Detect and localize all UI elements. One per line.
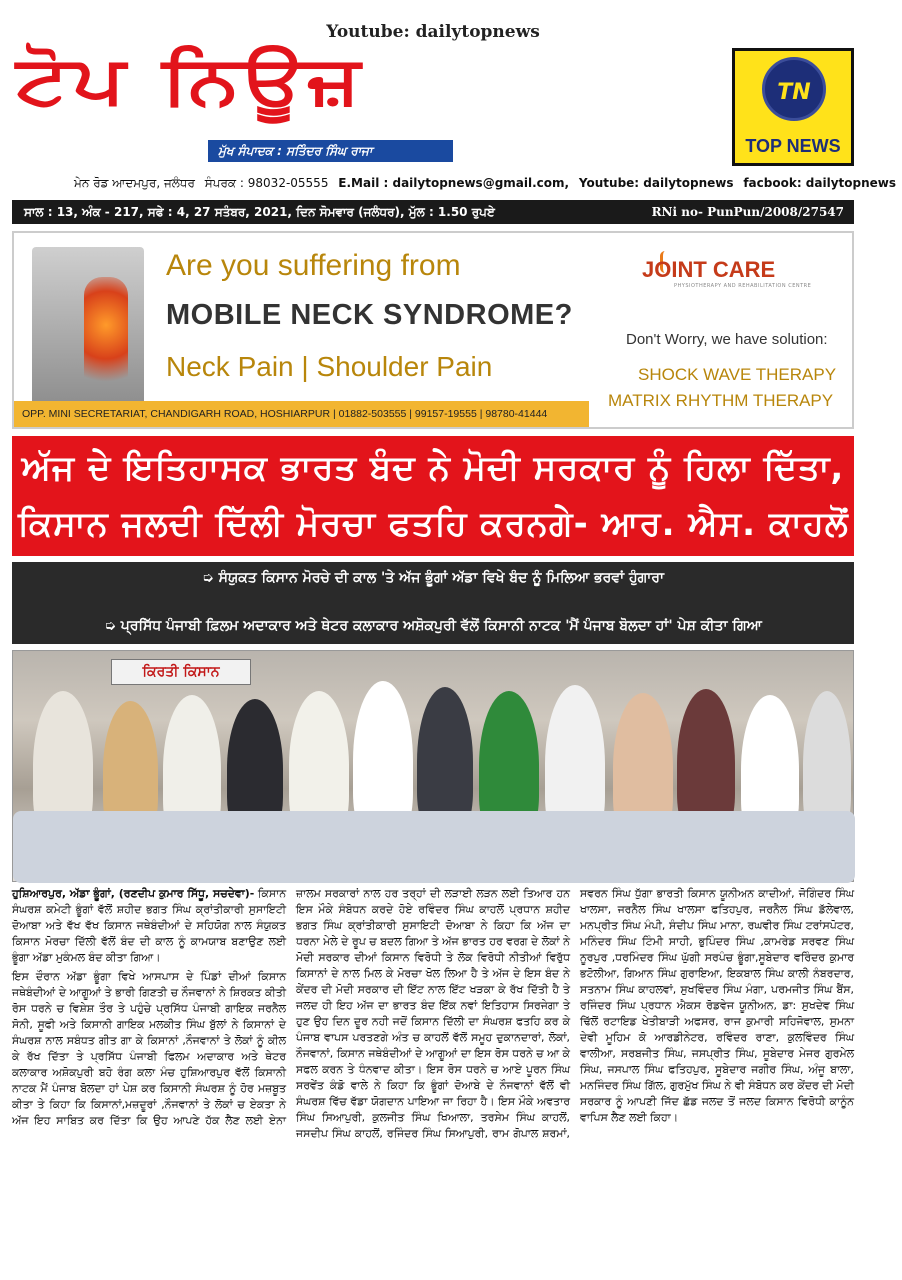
headline-line-1: ਅੱਜ ਦੇ ਇਤਿਹਾਸਕ ਭਾਰਤ ਬੰਦ ਨੇ ਮੋਦੀ ਸਰਕਾਰ ਨੂੰ ਹਿਲਾ ਦਿੱਤਾ, bbox=[21, 448, 845, 488]
subheadings bbox=[12, 562, 854, 644]
main-headline bbox=[12, 436, 854, 556]
contact-youtube: Youtube: dailytopnews bbox=[578, 176, 734, 190]
ad-worry-text: Don't Worry, we have solution: bbox=[626, 331, 828, 348]
joint-care-advertisement bbox=[12, 231, 854, 429]
office-address: ਮੇਨ ਰੋਡ ਆਦਮਪੁਰ, ਜਲੰਧਰ bbox=[74, 176, 195, 190]
ad-pains: Neck Pain | Shoulder Pain bbox=[166, 351, 493, 382]
ad-title: MOBILE NECK SYNDROME? bbox=[166, 299, 573, 331]
subheading-1: ➭ ਸੰਯੁਕਤ ਕਿਸਾਨ ਮੋਰਚੇ ਦੀ ਕਾਲ 'ਤੇ ਅੱਜ ਭੂੰਗਾਂ ਅੱਡਾ ਵਿਖੇ ਬੰਦ ਨੂੰ ਮਿਲਿਆ ਭਰਵਾਂ ਹੁੰਗਾਰਾ bbox=[202, 570, 664, 586]
ad-brand-subtitle: PHYSIOTHERAPY AND REHABILITATION CENTRE bbox=[674, 283, 812, 289]
contact-email: E.Mail : dailytopnews@gmail.com, bbox=[338, 176, 570, 190]
neck-pain-photo bbox=[32, 247, 144, 405]
top-news-logo bbox=[732, 48, 854, 166]
newspaper-title: ਟੋਪ ਨਿਊਜ਼ bbox=[16, 41, 365, 120]
contact-phone: ਸੰਪਰਕ : 98032-05555 bbox=[204, 176, 329, 190]
ad-therapy-2: MATRIX RHYTHM THERAPY bbox=[608, 391, 834, 410]
photo-banner: ਕਿਰਤੀ ਕਿਸਾਨ bbox=[111, 659, 251, 685]
article-text-1: ਕਿਸਾਨ ਸੰਘਰਸ਼ ਕਮੇਟੀ ਭੂੰਗਾਂ ਵੱਲੋਂ ਸ਼ਹੀਦ ਭਗਤ ਸਿੰਘ ਕ੍ਰਾਂਤੀਕਾਰੀ ਸੁਸਾਇਟੀ ਦੋਆਬਾ ਅਤੇ ਵੱਖ ਵੱਖ ਕਿਸਾਨ ਜਥੇਬੰਦੀਆਂ ਦੇ ਸਹਿਯੋਗ ਨਾਲ ਸੰਯੁਕਤ ਕਿਸਾਨ ਮੋਰਚਾ ਦਿੱਲੀ ਵੱਲੋਂ ਬੰਦ ਦੀ ਕਾਲ ਨੂੰ ਕਾਮਯਾਬ ਬਣਾਉਣ ਲਈ ਭੂੰਗਾ ਅੱਡਾ ਮੁਕੰਮਲ ਬੰਦ ਕੀਤਾ ਗਿਆ। bbox=[12, 887, 286, 964]
top-youtube-label: Youtube: dailytopnews bbox=[326, 22, 540, 42]
ad-address: OPP. MINI SECRETARIAT, CHANDIGARH ROAD, HOSHIARPUR | 01882-503555 | 99157-19555 | 98780-41444 bbox=[14, 401, 589, 427]
seated-row bbox=[13, 811, 855, 883]
logo-label: TOP NEWS bbox=[745, 136, 841, 156]
dateline-bar bbox=[12, 200, 854, 224]
article-paragraph-1 bbox=[12, 886, 286, 966]
eagle-logo-icon bbox=[762, 57, 826, 121]
rni-number: RNi no- PunPun/2008/27547 bbox=[651, 205, 844, 219]
spine-highlight-icon bbox=[84, 277, 128, 397]
article-body bbox=[12, 886, 854, 1270]
contact-facebook: facbook: dailytopnews bbox=[743, 176, 897, 190]
headline-line-2: ਕਿਸਾਨ ਜਲਦੀ ਦਿੱਲੀ ਮੋਰਚਾ ਫਤਹਿ ਕਰਨਗੇ- ਆਰ. ਐਸ. ਕਾਹਲੋਂ bbox=[18, 504, 849, 544]
article-paragraph-2: ਇਸ ਦੌਰਾਨ ਅੱਡਾ ਭੂੰਗਾ ਵਿਖੇ ਆਸਪਾਸ ਦੇ ਪਿੰਡਾਂ ਦੀਆਂ ਕਿਸਾਨ ਜਥੇਬੰਦੀਆਂ ਦੇ ਆਗੂਆਂ ਤੇ ਭਾਰੀ ਗਿਣਤੀ ਚ ਨੌਜਵਾਨਾਂ ਨੇ ਸ਼ਿਰਕਤ ਕੀਤੀ ਰੋਸ ਧਰਨੇ ਚ ਵਿਸ਼ੇਸ਼ ਤੌਰ ਤੇ ਪਹੁੰਚੇ ਪ੍ਰਸਿੱਧ ਪੰਜਾਬੀ ਗਾਇਕ ਜਰਨੈਲ ਸੋਨੀ, ਸੂਫੀ ਅਤੇ ਕਿਸਾਨੀ ਗਾਇਕ ਮਲਕੀਤ ਸਿੰਘ ਬੁੱਲਾਂ ਨੇ ਕਿਸਾਨਾਂ ਦੇ ਸੰਘਰਸ਼ ਨਾਲ ਸਬੰਧਤ ਗੀਤ ਗਾ ਕੇ ਕਿਸਾਨਾਂ ,ਨੌਜਵਾਨਾਂ ਤੇ ਲੋਕਾਂ ਨੂੰ ਕੀਲ ਕੇ ਰੱਖ ਦਿੱਤਾ ਤੇ ਪ੍ਰਸਿੱਧ ਪੰਜਾਬੀ ਫਿਲਮ ਅਦਾਕਾਰ ਅਤੇ ਥੇਟਰ ਕਲਾਕਾਰ ਅਸ਼ੋਕਪੁਰੀ ਬਹੋ ਰੰਗ ਕਲਾ ਮੰਚ ਹੁਸ਼ਿਆਰਪੁਰ ਵੱਲੋਂ ਕਿਸਾਨੀ ਨਾਟਕ ਮੈਂ ਪੰਜਾਬ ਬੋਲਦਾ ਹਾਂ ਪੇਸ਼ ਕਰ ਕਿਸਾਨੀ ਸੰਘਰਸ਼ ਨੂੰ ਹੋਰ ਮਜ਼ਬੂਤ ਕੀਤਾ ਤੇ ਕਿਹਾ ਕਿ ਕਿਸਾਨਾਂ,ਮਜ਼ਦੂਰਾਂ ,ਨੌਜਵਾਨਾਂ ਤੇ ਲੋਕਾਂ ਚ ਏਕਤਾ ਨੇ ਅੱਜ ਇਹ ਸਾਬਿਤ ਕਰ ਦਿੱਤਾ ਕਿ ਉਹ ਆਪਣੇ ਹੱਕ ਲੈਣ ਲਈ ਏਨਾ ਜ਼ਾਲਮ ਸਰਕਾਰਾਂ ਨਾਲ ਹਰ ਤਰ੍ਹਾਂ ਦੀ ਲੜਾਈ ਲੜਨ ਲਈ ਤਿਆਰ ਹਨ ਇਸ ਮੌਕੇ ਸੰਬੋਧਨ ਕਰਦੇ ਹੋਏ ਰਵਿੰਦਰ ਸਿੰਘ ਕਾਹਲੋਂ ਪ੍ਰਧਾਨ ਸ਼ਹੀਦ ਭਗਤ ਸਿੰਘ ਕ੍ਰਾਂਤੀਕਾਰੀ ਸੁਸਾਇਟੀ ਦੋਆਬਾ ਨੇ ਕਿਹਾ ਕਿ ਅੱਜ ਦਾ ਧਰਨਾ ਮੇਲੇ ਦੇ ਰੂਪ ਚ ਬਦਲ ਗਿਆ ਤੇ ਅੱਜ ਭਾਰਤ ਹਰ ਵਰਗ ਦੇ ਲੋਕਾਂ ਨੇ ਮੋਦੀ ਸਰਕਾਰ ਦੀਆਂ ਕਿਸਾਨ ਵਿਰੋਧੀ ਤੇ ਲੋਕ ਵਿਰੋਧੀ ਨੀਤੀਆਂ ਵਿਰੁੱਧ ਕਿਸਾਨਾਂ ਦੇ ਨਾਲ ਮਿਲ ਕੇ ਮੋਰਚਾ ਖੋਲ ਲਿਆ ਹੈ ਤੇ ਅੱਜ ਦੇ ਇਸ ਬੰਦ ਨੇ ਕੇਂਦਰ ਦੀ ਮੋਦੀ ਸਰਕਾਰ ਦੀ ਇੱਟ ਨਾਲ ਇੱਟ ਖੜਕਾ ਕੇ ਰੱਖ ਦਿੱਤੀ ਹੈ ਤੇ ਜਲਦ ਹੀ ਇਹ ਅੱਜ ਦਾ ਭਾਰਤ ਬੰਦ ਇੱਕ ਨਵਾਂ ਇਤਿਹਾਸ ਸਿਰਜੇਗਾ ਤੇ ਹੁਣ ਉਹ ਦਿਨ ਦੂਰ ਨਹੀ ਜਦੋਂ ਕਿਸਾਨ ਦਿੱਲੀ ਦਾ ਸੰਘਰਸ਼ ਫਤਹਿ ਕਰ ਕੇ ਪੰਜਾਬ ਵਾਪਸ ਪਰਤਣਗੇ ਅੰਤ ਚ ਕਾਹਲੋਂ ਵੱਲੋਂ ਸਮੂਹ ਦੁਕਾਨਦਾਰਾਂ, ਲੋਕਾਂ, ਨੌਜਵਾਨਾਂ, ਕਿਸਾਨ ਜਥੇਬੰਦੀਆਂ ਦੇ ਆਗੂਆਂ ਦਾ ਇਸ ਰੋਸ ਧਰਨੇ ਚ ਆ ਕੇ ਸਫਲ ਕਰਨ ਤੇ ਧੰਨਵਾਦ ਕੀਤਾ। ਇਸ ਰੋਸ ਧਰਨੇ ਚ ਆਏ ਪੂਰਨ ਸਿੰਘ ਸਰਵੇਂਤ ਕੰਡੋ ਵਾਲੇ ਨੇ ਕਿਹਾ ਕਿ ਭੂੰਗਾਂ ਦੋਆਬੇ ਦੇ ਨੌਜਵਾਨਾਂ ਵੱਲੋਂ ਵੀ ਸੰਘਰਸ਼ ਵਿੱਚ ਵੱਡਾ ਯੋਗਦਾਨ ਪਾਇਆ ਜਾ ਰਿਹਾ ਹੈ। ਇਸ ਮੌਕੇ ਅਵਤਾਰ ਸਿੰਘ ਸਿਆਪੁਰੀ, ਕੁਲਜੀਤ ਸਿੰਘ ਖਿਆਲਾ, ਤਰਸੇਮ ਸਿੰਘ ਕਾਹਲੋਂ, ਜਸਦੀਪ ਸਿੰਘ ਕਾਹਲੋਂ, ਰਜਿੰਦਰ ਸਿੰਘ ਸਿਆਪੁਰੀ, ਰਾਮ ਗੋਪਾਲ ਸ਼ਰਮਾਂ, ਸਵਰਨ ਸਿੰਘ ਧੁੱਗਾ ਭਾਰਤੀ ਕਿਸਾਨ ਯੂਨੀਅਨ ਕਾਦੀਆਂ, ਜੋਗਿੰਦਰ ਸਿੰਘ ਖਾਲਸਾ, ਜਰਨੈਲ ਸਿੰਘ ਖਾਲਸਾ ਫਤਿਹਪੁਰ, ਜਰਨੈਲ ਸਿੰਘ ਡੱਲੇਵਾਲ, ਮਨਪ੍ਰੀਤ ਸਿੰਘ ਮੰਪੀ, ਸੰਦੀਪ ਸਿੰਘ ਮਾਨਾ, ਰਘਵੀਰ ਸਿੰਘ ਟਰਾਂਸਪੋਟਰ, ਮਨਿੰਦਰ ਸਿੰਘ ਟਿੰਮੀ ਸਾਹੀ, ਭੁਪਿੰਦਰ ਸਿੰਘ ,ਕਾਮਰੇਡ ਸਰਵਣ ਸਿੰਘ ਨੂਰਪੁਰ ,ਧਰਮਿੰਦਰ ਸਿੰਘ ਘੁੱਗੀ ਸਰਪੰਚ ਭੂੰਗਾ,ਸੂਬੇਦਾਰ ਵਰਿੰਦਰ ਕੁਮਾਰ ਭਟੋਲੀਆ, ਗਿਆਨ ਸਿੰਘ ਗੁਰਾਇਆ, ਇਕਬਾਲ ਸਿੰਘ ਕਾਲੀ ਨੰਬਰਦਾਰ, ਸਤਨਾਮ ਸਿੰਘ ਕਾਹਲਵਾਂ, ਸੁਖਵਿੰਦਰ ਸਿੰਘ ਮੰਗਾ, ਪਰਮਜੀਤ ਸਿੰਘ ਬੈਂਸ, ਰਜਿੰਦਰ ਸਿੰਘ ਪ੍ਰਧਾਨ ਐਕਸ ਰੋਡਵੇਜ ਯੂਨੀਅਨ, ਡਾ: ਸੁਖਦੇਵ ਸਿੰਘ ਢਿੱਲੋਂ ਰਟਾਇਡ ਖੇਤੀਬਾੜੀ ਅਫਸਰ, ਰਾਜ ਕੁਮਾਰੀ ਸਹਿਜੋਵਾਲ, ਸੁਮਨਾ ਦੇਵੀ ਮੂਹਿਮ ਕੋ ਆਰਡੀਨੇਟਰ, ਰਵਿੰਦਰ ਰਾਣਾ, ਕੁਲਵਿੰਦਰ ਸਿੰਘ ਵਾਲੀਆ, ਸਰਬਜੀਤ ਸਿੰਘ, ਜਸਪ੍ਰੀਤ ਸਿੰਘ, ਸੂਬੇਦਾਰ ਮੇਜਰ ਗੁਰਮੇਲ ਸਿੰਘ, ਜਸਪਾਲ ਸਿੰਘ ਫਤਿਹਪੁਰ, ਸੂਬੇਦਾਰ ਜਗੀਰ ਸਿੰਘ, ਅੰਜੂ ਬਾਲਾ, ਮਨਜਿੰਦਰ ਸਿੰਘ ਗਿੱਲ, ਗੁਰਮੁੱਖ ਸਿੰਘ ਨੇ ਵੀ ਸੰਬੋਧਨ ਕਰ ਕੇਂਦਰ ਦੀ ਮੋਦੀ ਸਰਕਾਰ ਨੂੰ ਆਪਣੀ ਜਿੱਦ ਛੱਡ ਜਲਦ ਤੋਂ ਜਲਦ ਕਿਸਾਨ ਵਿਰੋਧੀ ਕਾਨੂੰਨ ਵਾਪਿਸ ਲੈਣ ਲਈ ਕਿਹਾ। bbox=[12, 887, 854, 1140]
chief-editor: ਮੁੱਖ ਸੰਪਾਦਕ : ਸਤਿੰਦਰ ਸਿੰਘ ਰਾਜਾ bbox=[208, 140, 453, 162]
contact-line bbox=[74, 176, 897, 191]
ad-question: Are you suffering from bbox=[166, 249, 461, 282]
subheading-2: ➭ ਪ੍ਰਸਿੱਧ ਪੰਜਾਬੀ ਫ਼ਿਲਮ ਅਦਾਕਾਰ ਅਤੇ ਥੇਟਰ ਕਲਾਕਾਰ ਅਸ਼ੋਕਪੁਰੀ ਵੱਲੋਂ ਕਿਸਾਨੀ ਨਾਟਕ 'ਮੈਂ ਪੰਜਾਬ ਬੋਲਦਾ ਹਾਂ' ਪੇਸ਼ ਕੀਤਾ ਗਿਆ bbox=[104, 618, 762, 634]
article-dateline: ਹੁਸ਼ਿਆਰਪੁਰ, ਅੱਡਾ ਭੂੰਗਾਂ, (ਰਣਦੀਪ ਕੁਮਾਰ ਸਿੱਧੂ, ਸਚਦੇਵਾ)- bbox=[12, 887, 255, 900]
issue-details: ਸਾਲ : 13, ਅੰਕ - 217, ਸਫੇ : 4, 27 ਸਤੰਬਰ, 2021, ਦਿਨ ਸੋਮਵਾਰ (ਜਲੰਧਰ), ਮੁੱਲ : 1.50 ਰੁਪਏ bbox=[24, 205, 495, 219]
masthead bbox=[10, 41, 730, 158]
logo-initials: TN bbox=[777, 80, 811, 105]
ad-brand: JOINT CARE bbox=[642, 257, 776, 282]
ad-therapy-1: SHOCK WAVE THERAPY bbox=[638, 365, 837, 384]
protest-photo bbox=[12, 650, 854, 882]
